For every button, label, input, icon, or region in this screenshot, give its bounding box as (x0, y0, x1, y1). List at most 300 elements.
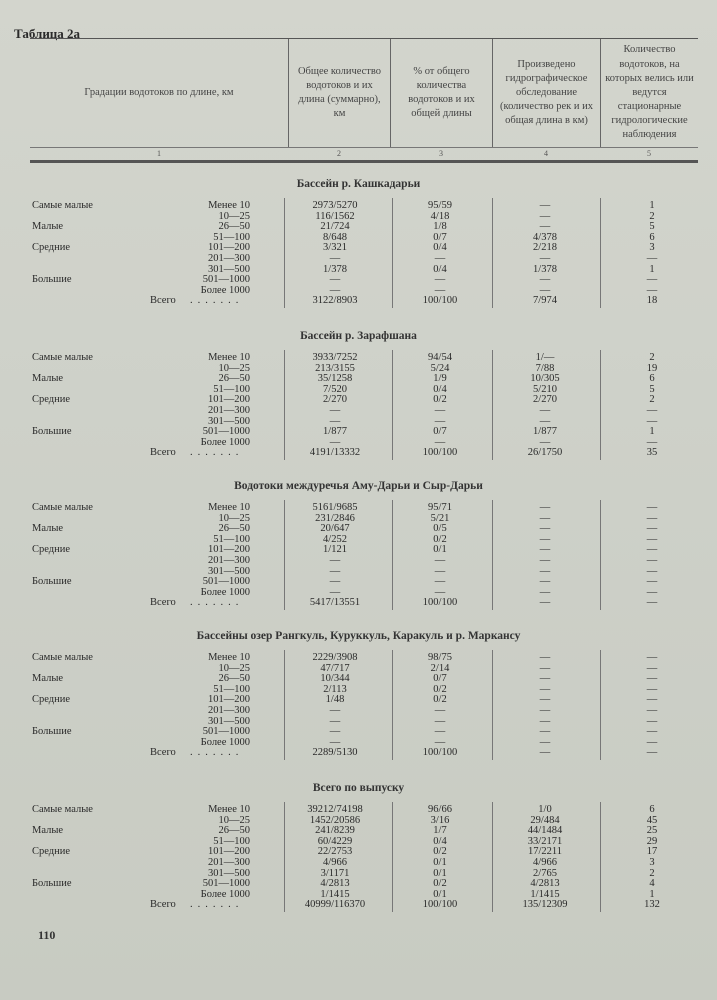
table-row (0, 555, 717, 566)
cell-total-count-length: 1/121 (323, 544, 347, 556)
size-category: Малые (32, 673, 64, 685)
table-row (0, 242, 717, 253)
cell-stations: — (646, 576, 658, 588)
cell-surveyed: — (539, 715, 551, 727)
cell-percent: 0/5 (433, 523, 447, 535)
cell-percent: 100/100 (422, 447, 458, 459)
cell-stations: 1 (649, 426, 655, 438)
cell-percent: 1/7 (433, 825, 447, 837)
cell-total-count-length: 1/378 (323, 263, 347, 275)
size-category: Малые (32, 373, 64, 385)
cell-surveyed: 1/— (535, 352, 555, 363)
cell-percent: 5/21 (430, 512, 450, 524)
cell-percent: — (434, 274, 446, 286)
cell-stations: — (646, 683, 658, 695)
cell-percent: 100/100 (422, 597, 458, 609)
cell-total-count-length: — (329, 436, 341, 448)
cell-surveyed: — (539, 705, 551, 716)
length-gradation: 201—300 (208, 857, 250, 868)
table-row (0, 373, 717, 384)
cell-total-count-length: 20/647 (320, 523, 350, 535)
cell-total-count-length: 213/3155 (315, 362, 355, 374)
cell-surveyed: — (539, 284, 551, 296)
table-row (0, 716, 717, 727)
cell-surveyed: 4/378 (533, 231, 557, 243)
cell-percent: 0/4 (433, 383, 447, 395)
table-title: Таблица 2а (14, 26, 81, 41)
cell-percent: — (434, 705, 446, 716)
cell-stations: — (646, 673, 658, 685)
cell-surveyed: — (539, 221, 551, 233)
table-row (0, 737, 717, 748)
cell-total-count-length: 3/1171 (320, 867, 350, 879)
length-gradation: 51—100 (213, 383, 250, 395)
cell-percent: 0/2 (433, 683, 447, 695)
cell-total-count-length: 21/724 (320, 221, 350, 233)
table-header (30, 38, 698, 163)
length-gradation: Более 1000 (200, 436, 250, 448)
table-row (0, 405, 717, 416)
cell-stations: — (646, 715, 658, 727)
cell-stations: — (646, 274, 658, 286)
cell-stations: — (646, 747, 658, 759)
cell-stations: — (646, 586, 658, 598)
cell-stations: — (646, 705, 658, 716)
cell-stations: 2 (649, 210, 655, 222)
size-category: Большие (32, 274, 72, 286)
cell-percent: — (434, 253, 446, 264)
cell-total-count-length: 241/8239 (315, 825, 355, 837)
cell-stations: — (646, 544, 658, 556)
length-gradation: 201—300 (208, 253, 250, 264)
header-number-5: 5 (647, 149, 651, 158)
table-row (0, 587, 717, 598)
length-gradation: 10—25 (218, 210, 250, 222)
cell-surveyed: 2/270 (533, 394, 557, 406)
length-gradation: 501—1000 (202, 878, 250, 890)
cell-stations: — (646, 415, 658, 427)
cell-percent: 0/4 (433, 242, 447, 254)
length-gradation: 10—25 (218, 814, 250, 826)
cell-stations: 6 (649, 231, 655, 243)
cell-percent: — (434, 415, 446, 427)
cell-percent: 100/100 (422, 295, 458, 307)
size-category: Средние (32, 242, 71, 254)
table-row (0, 694, 717, 705)
length-gradation: 10—25 (218, 512, 250, 524)
table-row (0, 221, 717, 232)
size-category: Самые малые (32, 200, 93, 211)
length-gradation: Более 1000 (200, 284, 250, 296)
cell-surveyed: — (539, 586, 551, 598)
length-gradation: Более 1000 (200, 586, 250, 598)
cell-surveyed: — (539, 747, 551, 759)
length-gradation: 26—50 (218, 523, 250, 535)
cell-total-count-length: 2289/5130 (312, 747, 358, 759)
cell-total-count-length: 60/4229 (317, 835, 353, 847)
length-gradation: 101—200 (208, 694, 250, 706)
cell-surveyed: 1/0 (538, 804, 552, 815)
cell-total-count-length: 231/2846 (315, 512, 355, 524)
cell-surveyed: — (539, 253, 551, 264)
section-title: Бассейн р. Кашкадарьи (296, 178, 421, 190)
total-label: Всего (150, 295, 176, 307)
total-label: Всего (150, 747, 176, 759)
cell-total-count-length: 7/520 (323, 383, 347, 395)
table-row (0, 726, 717, 737)
cell-total-count-length: 1452/20586 (309, 814, 361, 826)
size-category: Малые (32, 825, 64, 837)
length-gradation: 101—200 (208, 846, 250, 858)
cell-stations: 1 (649, 888, 655, 900)
total-row (0, 295, 717, 306)
section-title: Всего по выпуску (312, 782, 405, 794)
cell-stations: 6 (649, 373, 655, 385)
cell-surveyed: — (539, 726, 551, 738)
cell-stations: 3 (649, 242, 655, 254)
cell-total-count-length: 47/717 (320, 662, 350, 674)
cell-percent: 94/54 (428, 352, 452, 363)
cell-percent: 0/7 (433, 426, 447, 438)
cell-percent: 0/2 (433, 694, 447, 706)
cell-total-count-length: — (329, 586, 341, 598)
leader-dots: ....... (190, 447, 244, 459)
header-number-2: 2 (337, 149, 341, 158)
cell-total-count-length: 8/648 (323, 231, 347, 243)
cell-total-count-length: 39212/74198 (307, 804, 363, 815)
header-col-2: Общее количество водотоков и их длина (суммарно), км (288, 39, 390, 147)
length-gradation: 26—50 (218, 373, 250, 385)
cell-total-count-length: 35/1258 (317, 373, 353, 385)
cell-percent: 0/7 (433, 231, 447, 243)
cell-stations: — (646, 726, 658, 738)
size-category: Средние (32, 846, 71, 858)
section-title: Бассейны озер Рангкуль, Куруккуль, Каракуль и р. Маркансу (196, 630, 521, 642)
length-gradation: 51—100 (213, 683, 250, 695)
table-row (0, 426, 717, 437)
cell-stations: 17 (646, 846, 658, 858)
cell-surveyed: 33/2171 (527, 835, 563, 847)
cell-total-count-length: 2/113 (323, 683, 347, 695)
table-row (0, 878, 717, 889)
cell-stations: — (646, 405, 658, 416)
length-gradation: Более 1000 (200, 888, 250, 900)
cell-surveyed: — (539, 683, 551, 695)
cell-total-count-length: 3933/7252 (312, 352, 358, 363)
cell-stations: — (646, 253, 658, 264)
cell-stations: — (646, 555, 658, 566)
cell-stations: 2 (649, 394, 655, 406)
cell-total-count-length: 2973/5270 (312, 200, 358, 211)
table-row (0, 363, 717, 374)
cell-total-count-length: 3122/8903 (312, 295, 358, 307)
length-gradation: Менее 10 (208, 352, 250, 363)
cell-total-count-length: 1/877 (323, 426, 347, 438)
cell-surveyed: — (539, 200, 551, 211)
length-gradation: 501—1000 (202, 274, 250, 286)
table-row (0, 815, 717, 826)
length-gradation: 501—1000 (202, 426, 250, 438)
header-col-1: Градации водотоков по длине, км (84, 86, 234, 98)
cell-stations: 35 (646, 447, 658, 459)
length-gradation: 301—500 (208, 565, 250, 577)
cell-surveyed: — (539, 274, 551, 286)
header-number-3: 3 (439, 149, 443, 158)
length-gradation: 51—100 (213, 835, 250, 847)
page-number: 110 (38, 928, 56, 942)
table-row (0, 663, 717, 674)
cell-surveyed: — (539, 210, 551, 222)
header-col-5: Количество водотоков, на которых велись или ведутся стационарные гидрологические наблюдения (600, 39, 698, 147)
table-row (0, 384, 717, 395)
table-row (0, 285, 717, 296)
cell-surveyed: 4/2813 (530, 878, 560, 890)
cell-surveyed: — (539, 512, 551, 524)
size-category: Средние (32, 394, 71, 406)
cell-percent: 2/14 (430, 662, 450, 674)
cell-percent: — (434, 555, 446, 566)
cell-stations: — (646, 652, 658, 663)
cell-total-count-length: 40999/116370 (304, 899, 366, 911)
cell-percent: 96/66 (428, 804, 452, 815)
length-gradation: 51—100 (213, 533, 250, 545)
length-gradation: 201—300 (208, 555, 250, 566)
cell-stations: 2 (649, 352, 655, 363)
table-row (0, 502, 717, 513)
size-category: Малые (32, 221, 64, 233)
cell-stations: 29 (646, 835, 658, 847)
cell-total-count-length: — (329, 415, 341, 427)
total-row (0, 447, 717, 458)
table-row (0, 673, 717, 684)
cell-percent: — (434, 576, 446, 588)
length-gradation: 101—200 (208, 394, 250, 406)
cell-total-count-length: 1/48 (325, 694, 345, 706)
section-title: Водотоки междуречья Аму-Дарьи и Сыр-Дарьи (234, 480, 483, 492)
leader-dots: ....... (190, 295, 244, 307)
cell-surveyed: — (539, 544, 551, 556)
cell-surveyed: 7/974 (533, 295, 557, 307)
cell-percent: 0/2 (433, 533, 447, 545)
cell-total-count-length: 10/344 (320, 673, 350, 685)
length-gradation: 101—200 (208, 544, 250, 556)
cell-total-count-length: 4/252 (323, 533, 347, 545)
size-category: Самые малые (32, 652, 93, 663)
table-row (0, 437, 717, 448)
cell-total-count-length: 4/2813 (320, 878, 350, 890)
length-gradation: Менее 10 (208, 502, 250, 513)
total-label: Всего (150, 597, 176, 609)
length-gradation: 26—50 (218, 825, 250, 837)
size-category: Большие (32, 878, 72, 890)
table-row (0, 544, 717, 555)
table-row (0, 523, 717, 534)
header-divider (30, 147, 698, 148)
table-row (0, 211, 717, 222)
table-row (0, 264, 717, 275)
cell-surveyed: — (539, 405, 551, 416)
table-row (0, 576, 717, 587)
size-category: Средние (32, 694, 71, 706)
table-row (0, 684, 717, 695)
cell-percent: — (434, 284, 446, 296)
length-gradation: 101—200 (208, 242, 250, 254)
length-gradation: 201—300 (208, 405, 250, 416)
table-row (0, 274, 717, 285)
cell-surveyed: — (539, 652, 551, 663)
cell-percent: 5/24 (430, 362, 450, 374)
cell-surveyed: 29/484 (530, 814, 560, 826)
cell-stations: 18 (646, 295, 658, 307)
cell-percent: 0/4 (433, 835, 447, 847)
length-gradation: Менее 10 (208, 804, 250, 815)
cell-surveyed: 17/2211 (527, 846, 563, 858)
cell-surveyed: — (539, 555, 551, 566)
cell-total-count-length: — (329, 284, 341, 296)
cell-surveyed: 2/218 (533, 242, 557, 254)
header-col-4: Произведено гидрографическое обследование (количество рек и их общая длина в км) (492, 39, 600, 147)
length-gradation: Менее 10 (208, 652, 250, 663)
cell-total-count-length: — (329, 715, 341, 727)
length-gradation: 301—500 (208, 715, 250, 727)
cell-percent: — (434, 736, 446, 748)
cell-surveyed: 4/966 (533, 857, 557, 868)
cell-total-count-length: — (329, 565, 341, 577)
cell-total-count-length: 2229/3908 (312, 652, 358, 663)
table-row (0, 705, 717, 716)
cell-stations: — (646, 523, 658, 535)
cell-percent: 100/100 (422, 747, 458, 759)
cell-stations: 1 (649, 263, 655, 275)
cell-total-count-length: 116/1562 (315, 210, 355, 222)
cell-surveyed: — (539, 565, 551, 577)
cell-percent: 0/1 (433, 857, 447, 868)
size-category: Средние (32, 544, 71, 556)
cell-percent: 4/18 (430, 210, 450, 222)
leader-dots: ....... (190, 747, 244, 759)
cell-stations: 1 (649, 200, 655, 211)
cell-percent: 1/9 (433, 373, 447, 385)
cell-total-count-length: — (329, 405, 341, 416)
cell-stations: — (646, 694, 658, 706)
section-title: Бассейн р. Зарафшана (300, 330, 417, 342)
cell-surveyed: — (539, 502, 551, 513)
cell-surveyed: — (539, 533, 551, 545)
cell-surveyed: 135/12309 (522, 899, 568, 911)
cell-percent: 95/71 (428, 502, 452, 513)
total-label: Всего (150, 899, 176, 911)
cell-percent: 3/16 (430, 814, 450, 826)
cell-total-count-length: 3/321 (323, 242, 347, 254)
table-row (0, 200, 717, 211)
size-category: Большие (32, 426, 72, 438)
cell-surveyed: 2/765 (533, 867, 557, 879)
cell-surveyed: — (539, 662, 551, 674)
total-row (0, 597, 717, 608)
cell-total-count-length: — (329, 555, 341, 566)
total-row (0, 899, 717, 910)
cell-surveyed: 1/1415 (530, 888, 560, 900)
cell-stations: 6 (649, 804, 655, 815)
cell-stations: — (646, 565, 658, 577)
cell-total-count-length: — (329, 274, 341, 286)
cell-stations: — (646, 502, 658, 513)
cell-surveyed: 10/305 (530, 373, 560, 385)
cell-percent: — (434, 586, 446, 598)
cell-total-count-length: 2/270 (323, 394, 347, 406)
cell-stations: — (646, 512, 658, 524)
cell-percent: 0/1 (433, 888, 447, 900)
length-gradation: Более 1000 (200, 736, 250, 748)
leader-dots: ....... (190, 899, 244, 911)
cell-percent: 0/2 (433, 846, 447, 858)
cell-percent: 0/2 (433, 878, 447, 890)
table-row (0, 825, 717, 836)
total-label: Всего (150, 447, 176, 459)
table-row (0, 846, 717, 857)
table-row (0, 804, 717, 815)
header-number-4: 4 (544, 149, 548, 158)
size-category: Самые малые (32, 502, 93, 513)
cell-surveyed: 5/210 (533, 383, 557, 395)
cell-surveyed: — (539, 415, 551, 427)
table-row (0, 857, 717, 868)
cell-surveyed: 1/378 (533, 263, 557, 275)
cell-surveyed: — (539, 673, 551, 685)
length-gradation: 51—100 (213, 231, 250, 243)
cell-stations: — (646, 284, 658, 296)
cell-total-count-length: 1/1415 (320, 888, 350, 900)
cell-stations: — (646, 597, 658, 609)
cell-percent: 1/8 (433, 221, 447, 233)
table-row (0, 566, 717, 577)
cell-surveyed: — (539, 694, 551, 706)
cell-surveyed: — (539, 523, 551, 535)
size-category: Большие (32, 576, 72, 588)
cell-total-count-length: 5417/13551 (309, 597, 361, 609)
table-row (0, 232, 717, 243)
cell-percent: 0/4 (433, 263, 447, 275)
cell-stations: — (646, 662, 658, 674)
cell-percent: 0/1 (433, 544, 447, 556)
size-category: Малые (32, 523, 64, 535)
cell-percent: — (434, 726, 446, 738)
size-category: Самые малые (32, 352, 93, 363)
cell-surveyed: — (539, 597, 551, 609)
cell-stations: 4 (649, 878, 655, 890)
table-row (0, 889, 717, 900)
table-row (0, 534, 717, 545)
cell-surveyed: 7/88 (535, 362, 555, 374)
cell-stations: 25 (646, 825, 658, 837)
cell-percent: 0/7 (433, 673, 447, 685)
length-gradation: 26—50 (218, 221, 250, 233)
cell-stations: 5 (649, 221, 655, 233)
cell-surveyed: 26/1750 (527, 447, 563, 459)
cell-percent: — (434, 565, 446, 577)
cell-total-count-length: 4191/13332 (309, 447, 361, 459)
table-row (0, 513, 717, 524)
cell-total-count-length: — (329, 705, 341, 716)
length-gradation: 501—1000 (202, 726, 250, 738)
cell-surveyed: 1/877 (533, 426, 557, 438)
length-gradation: 301—500 (208, 263, 250, 275)
cell-percent: — (434, 715, 446, 727)
length-gradation: 301—500 (208, 415, 250, 427)
length-gradation: Менее 10 (208, 200, 250, 211)
table-row (0, 394, 717, 405)
cell-stations: 2 (649, 867, 655, 879)
